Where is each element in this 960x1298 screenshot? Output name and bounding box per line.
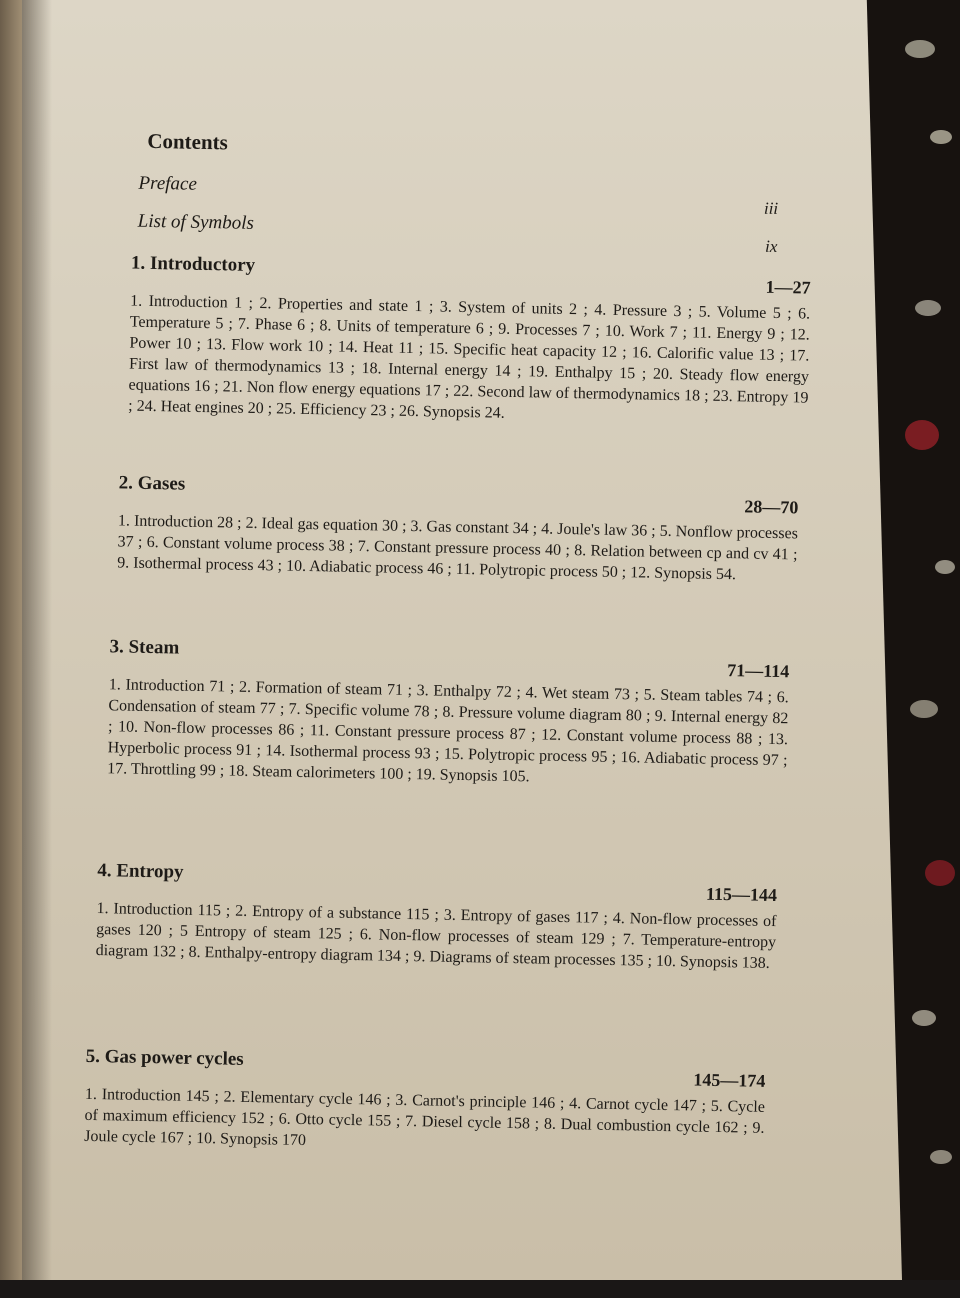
front-matter-page: ix: [764, 236, 778, 256]
chapter-page-range: 115—144: [705, 883, 778, 906]
chapter-4: [96, 860, 778, 974]
chapter-page-range: 1—27: [765, 276, 811, 298]
chapter-entries: 1. Introduction 1 ; 2. Properties and state 1 ; 3. System of units 2 ; 4. Pressure 3 ; 5. Volume 5 ; 6. Temperature 5 ; 7. Phase 6 ; 8. Units of temperature 6 ; 9. Processes 7 ; 10. Work 7 ; 11. Energy 9 ; 12. Power 10 ; 13. Flow work 10 ; 14. Heat 11 ; 15. Specific heat capacity 12 ; 16. Calorific value 13 ; 17. First law of thermodynamics 13 ; 18. Internal energy 14 ; 19. Enthalpy 15 ; 20. Steady flow energy equations 16 ; 21. Non flow energy equations 17 ; 22. Second law of thermodynamics 18 ; 23. Entropy 19 ; 24. Heat engines 20 ; 25. Efficiency 23 ; 26. Synopsis 24.: [128, 292, 811, 422]
front-matter-label: List of Symbols: [137, 210, 255, 234]
contents-heading: Contents: [147, 128, 229, 155]
chapter-5: [84, 1046, 766, 1160]
chapter-title: 2. Gases: [118, 472, 186, 495]
chapter-title: 1. Introductory: [130, 252, 256, 276]
chapter-entries: 1. Introduction 145 ; 2. Elementary cycle 146 ; 3. Carnot's principle 146 ; 4. Carnot cycle 147 ; 5. Cycle of maximum efficiency 152 ; 6. Otto cycle 155 ; 7. Diesel cycle 158 ; 8. Dual combustion cycle 162 ; 9. Joule cycle 167 ; 10. Synopsis 170: [84, 1085, 766, 1150]
front-matter-label: Preface: [138, 172, 198, 195]
chapter-entries: 1. Introduction 71 ; 2. Formation of steam 71 ; 3. Enthalpy 72 ; 4. Wet steam 73 ; 5. Steam tables 74 ; 6. Condensation of steam 77 ; 7. Specific volume 78 ; 8. Pressure volume diagram 80 ; 9. Internal energy 82 ; 10. Non-flow processes 86 ; 11. Constant pressure process 87 ; 12. Constant volume process 88 ; 13. Hyperbolic process 91 ; 14. Isothermal process 93 ; 15. Polytropic process 95 ; 16. Adiabatic process 97 ; 17. Throttling 99 ; 18. Steam calorimeters 100 ; 19. Synopsis 105.: [107, 676, 789, 786]
chapter-3: [107, 636, 790, 792]
chapter-title: 4. Entropy: [97, 860, 184, 883]
chapter-page-range: 145—174: [693, 1069, 766, 1091]
chapter-2: [117, 472, 799, 586]
front-matter-page: iii: [763, 198, 779, 218]
chapter-title: 3. Steam: [109, 636, 180, 659]
chapter-page-range: 28—70: [744, 496, 799, 518]
chapter-page-range: 71—114: [727, 660, 790, 682]
chapter-title: 5. Gas power cycles: [85, 1045, 244, 1070]
chapter-1: [128, 253, 811, 430]
chapter-entries: 1. Introduction 28 ; 2. Ideal gas equation 30 ; 3. Gas constant 34 ; 4. Joule's law 36 ; 5. Nonflow processes 37 ; 6. Constant volume process 38 ; 7. Constant pressure process 40 ; 8. Relation between cp and cv 41 ; 9. Isothermal process 43 ; 10. Adiabatic process 46 ; 11. Polytropic process 50 ; 12. Synopsis 54.: [117, 512, 799, 584]
chapter-entries: 1. Introduction 115 ; 2. Entropy of a substance 115 ; 3. Entropy of gases 117 ; 4. Non-flow processes of gases 120 ; 5 Entropy of steam 125 ; 6. Non-flow processes of steam 129 ; 7. Temperature-entropy diagram 132 ; 8. Enthalpy-entropy diagram 134 ; 9. Diagrams of steam processes 135 ; 10. Synopsis 138.: [95, 900, 777, 972]
